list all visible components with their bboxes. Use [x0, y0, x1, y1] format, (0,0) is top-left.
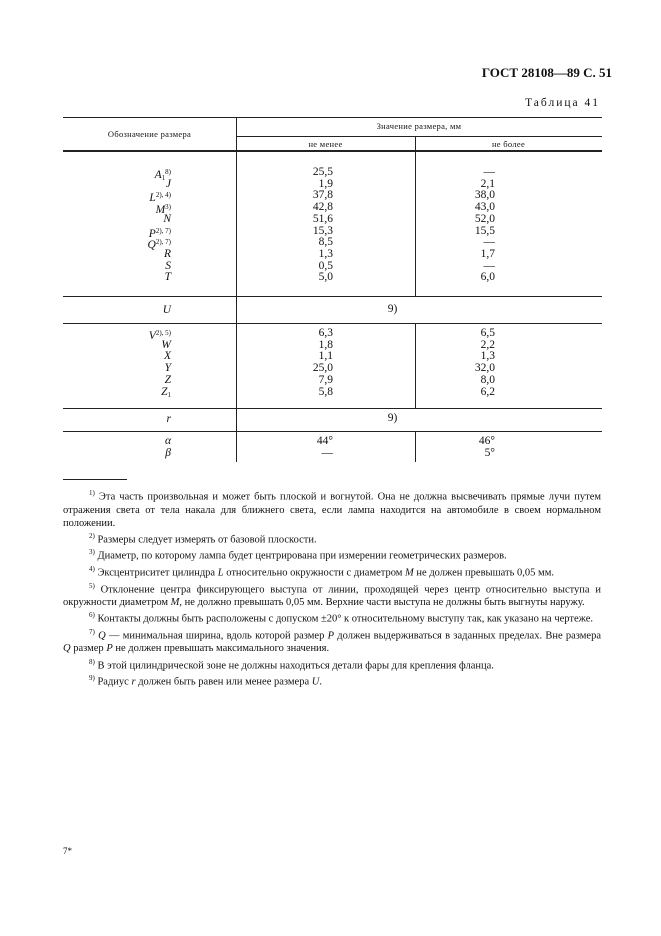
cell-min: 7,9 [318, 373, 333, 386]
footnote-mark: 1) [89, 489, 95, 497]
cell-max: 6,0 [480, 271, 495, 284]
symbol-reference: Q [98, 630, 106, 642]
row-symbol [63, 213, 171, 225]
cell-min: 25,5 [312, 166, 333, 178]
symbol-subscript: 1 [161, 174, 166, 182]
cell-min: 25,0 [312, 362, 333, 375]
footnote: $^{8)}$ В этой цилиндрической зоне не должны находиться детали фары для крепления фланца. [89, 657, 494, 672]
symbol-letter: X [163, 350, 171, 363]
row-symbol [63, 435, 171, 447]
cell-min: 15,3 [312, 224, 333, 237]
cell-max: 38,0 [474, 189, 495, 202]
symbol-subscript: 1 [167, 390, 171, 399]
row-symbol [63, 178, 171, 190]
cell-min: — [321, 447, 333, 459]
cell-max: 6,2 [480, 385, 495, 398]
col-value-header: Значение размера, мм [376, 121, 462, 131]
footnote-mark: 3) [89, 548, 95, 557]
page-header: ГОСТ 28108—89 С. 51 [481, 65, 612, 80]
footnote-mark: 2) [89, 531, 95, 540]
col-max-header: не более [491, 139, 526, 149]
symbol-reference: L [217, 567, 224, 579]
cell-min: 1,3 [318, 247, 333, 260]
symbol-footnote-ref: 2), 7) [155, 238, 171, 247]
symbol-reference: M [170, 597, 180, 609]
dimensions-table [63, 117, 602, 462]
symbol-footnote-ref: 2), 4) [155, 191, 171, 200]
symbol-letter: Y [164, 362, 171, 375]
row-r-symbol: r [166, 413, 171, 425]
cell-max: 1,3 [480, 350, 495, 363]
footnote-mark: 9) [89, 674, 95, 683]
footnote-mark: 8) [89, 657, 95, 666]
cell-min: 1,1 [318, 350, 333, 363]
cell-max: 2,2 [480, 338, 495, 351]
footnote-mark: 5) [89, 581, 95, 590]
cell-max: 52,0 [474, 212, 495, 225]
footnotes [63, 487, 601, 689]
symbol-letter: T [164, 271, 171, 284]
col-min-header: не менее [308, 139, 343, 149]
cell-min: 44° [316, 435, 333, 447]
table-caption: Таблица 41 [525, 97, 600, 109]
symbol-letter: Z [161, 385, 168, 398]
row-r-value: 9) [387, 412, 398, 424]
row-symbol [63, 374, 171, 386]
row-symbol [63, 362, 171, 374]
symbol-reference: Q [63, 643, 71, 655]
footnote: $^{6)}$ Контакты должны быть расположены с допуском ±20° к относительному выступу так, как указано на чертеже. [89, 611, 594, 625]
footnote: $^{9)}$ Радиус r должен быть равен или менее размера U. [89, 674, 322, 688]
cell-max: — [483, 166, 495, 178]
page-footer-mark: 7* [63, 846, 72, 856]
footnote: $^{5)}$ Отклонение центра фиксирующего выступа от линии, проходящей через центр относительно выступа и окружности диаметром M, не должно превышать 0,05 мм. Верхние части выступа не должны быть выгнуты наружу. [63, 581, 601, 609]
cell-max: 32,0 [474, 362, 495, 375]
symbol-letter: β [165, 447, 171, 459]
symbol-reference: P [327, 630, 335, 642]
row-u-value: 9) [387, 303, 398, 315]
symbol-footnote-ref: 2), 5) [155, 329, 171, 337]
symbol-letter: L [149, 192, 156, 205]
row-symbol [63, 447, 171, 459]
symbol-letter: V [148, 330, 156, 342]
symbol-letter: J [165, 177, 171, 190]
symbol-letter: α [164, 435, 171, 447]
row-symbol [63, 271, 171, 283]
footnote-mark: 7) [89, 627, 95, 636]
symbol-letter: Z [164, 373, 171, 386]
symbol-reference: M [405, 567, 414, 579]
symbol-letter: W [161, 338, 171, 351]
cell-min: 6,3 [318, 327, 333, 339]
cell-max: 46° [478, 435, 495, 447]
footnote-mark: 4) [89, 564, 95, 573]
cell-min: 1,8 [318, 338, 333, 351]
cell-max: 43,0 [474, 201, 495, 214]
cell-min: 8,5 [318, 236, 333, 249]
cell-max: 6,5 [480, 327, 495, 339]
cell-max: 1,7 [480, 247, 495, 260]
footnote: $^{2)}$ Размеры следует измерять от базовой плоскости. [89, 531, 317, 546]
cell-min: 5,8 [318, 385, 333, 398]
cell-max: — [483, 236, 495, 249]
cell-min: 5,0 [318, 271, 333, 284]
cell-max: 5° [484, 447, 495, 459]
row-symbol [63, 248, 171, 260]
cell-max: 8,0 [480, 373, 495, 386]
row-u-symbol: U [162, 304, 171, 316]
footnote-separator [63, 479, 127, 480]
footnote: $^{1)}$ Эта часть произвольная и может быть плоской и вогнутой. Она не должна высвечивать прямые лучи путем отражения света от тела накала для ближнего света, если лампа находится на автомобиле в своем нормальном положении. [63, 489, 602, 529]
cell-max: — [483, 259, 495, 272]
symbol-letter: S [165, 259, 171, 272]
symbol-reference: r [131, 676, 136, 688]
symbol-footnote-ref: 2), 7) [155, 226, 171, 235]
symbol-footnote-ref: 3) [165, 203, 171, 212]
row-symbol [63, 350, 171, 362]
col-designation-header: Обозначение размера [107, 129, 192, 139]
footnote: $^{7)}$ Q — минимальная ширина, вдоль которой размер P должен выдерживаться в заданных пределах. Вне размера Q размер P не должен превышать максимального значения. [63, 627, 602, 655]
symbol-letter: N [163, 212, 171, 225]
symbol-letter: Q [147, 239, 156, 252]
symbol-reference: U [311, 676, 320, 688]
row-symbol [63, 339, 171, 351]
footnote: $^{3)}$ Диаметр, по которому лампа будет центрирована при измерении геометрических размеров. [89, 548, 507, 562]
cell-min: 37,8 [312, 189, 333, 202]
cell-min: 42,8 [312, 201, 333, 214]
row-symbol [63, 260, 171, 272]
symbol-letter: R [163, 247, 171, 260]
footnote: $^{4)}$ Эксцентриситет цилиндра L относительно окружности с диаметром M не должен превышать 0,05 мм. [89, 564, 554, 579]
symbol-footnote-ref: 8) [165, 168, 171, 176]
cell-min: 51,6 [312, 212, 333, 225]
symbol-letter: M [155, 204, 166, 217]
footnote-mark: 6) [89, 611, 95, 620]
cell-max: 15,5 [474, 224, 495, 237]
symbol-reference: P [106, 643, 113, 655]
row-symbol [63, 386, 171, 401]
cell-min: 0,5 [318, 259, 333, 272]
symbol-letter: A [154, 169, 162, 181]
symbol-letter: P [148, 227, 156, 240]
cell-min: 1,9 [318, 177, 333, 190]
cell-max: 2,1 [480, 177, 495, 190]
